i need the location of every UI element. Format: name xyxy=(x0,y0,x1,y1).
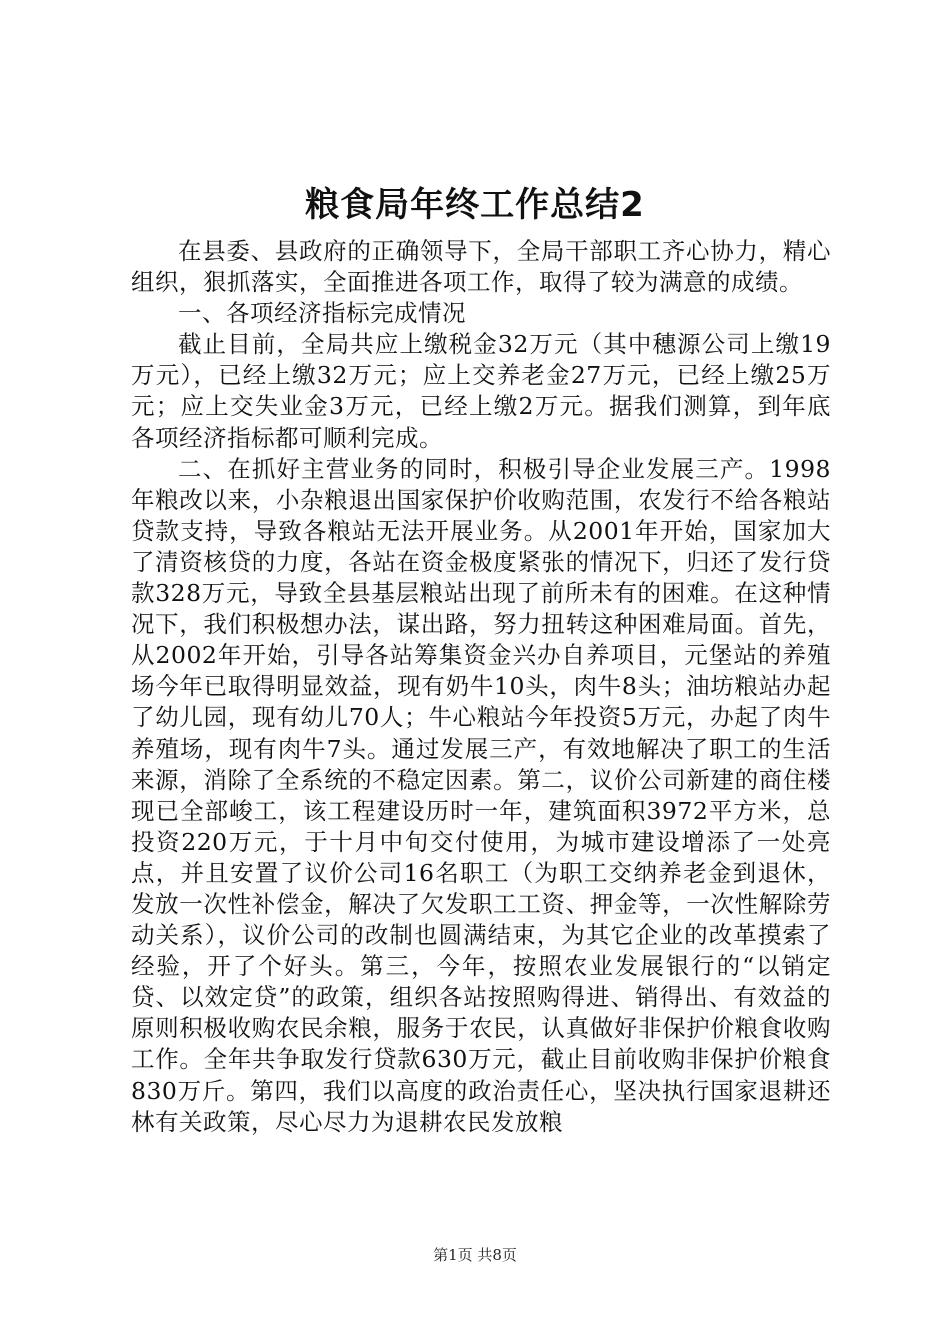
page-footer: 第1页 共8页 xyxy=(433,1246,517,1264)
paragraph-economic-indicators: 截止目前，全局共应上缴税金32万元（其中穗源公司上缴19万元），已经上缴32万元；应上交养老金27万元，已经上缴25万元；应上交失业金3万元，已经上缴2万元。据我们测算，到年底各项经济指标都可顺利完成。 xyxy=(131,330,831,452)
paragraph-section-2: 二、在抓好主营业务的同时，积极引导企业发展三产。1998年粮改以来，小杂粮退出国家保护价收购范围，农发行不给各粮站贷款支持，导致各粮站无法开展业务。从2001年开始，国家加大了清资核贷的力度，各站在资金极度紧张的情况下，归还了发行贷款328万元，导致全县基层粮站出现了前所未有的困难。在这种情况下，我们积极想办法，谋出路，努力扭转这种困难局面。首先，从2002年开始，引导各站筹集资金兴办自养项目，元堡站的养殖场今年已取得明显效益，现有奶牛10头，肉牛8头；油坊粮站办起了幼儿园，现有幼儿70人；牛心粮站今年投资5万元，办起了肉牛养殖场，现有肉牛7头。通过发展三产，有效地解决了职工的生活来源，消除了全系统的不稳定因素。第二，议价公司新建的商住楼现已全部峻工，该工程建设历时一年，建筑面积3972平方米，总投资220万元，于十月中旬交付使用，为城市建设增添了一处亮点，并且安置了议价公司16名职工（为职工交纳养老金到退休，发放一次性补偿金，解决了欠发职工工资、押金等，一次性解除劳动关系），议价公司的改制也圆满结束，为其它企业的改革摸索了经验，开了个好头。第三，今年，按照农业发展银行的“以销定贷、以效定贷”的政策，组织各站按照购得进、销得出、有效益的原则积极收购农民余粮，服务于农民，认真做好非保护价粮食收购工作。全年共争取发行贷款630万元，截止目前收购非保护价粮食830万斤。第四，我们以高度的政治责任心，坚决执行国家退耕还林有关政策，尽心尽力为退耕农民发放粮 xyxy=(131,454,831,1136)
document-title: 粮食局年终工作总结2 xyxy=(305,185,645,225)
paragraph-intro: 在县委、县政府的正确领导下，全局干部职工齐心协力，精心组织，狠抓落实，全面推进各项工作，取得了较为满意的成绩。 xyxy=(131,237,831,297)
document-body xyxy=(131,236,831,1138)
section-heading-1: 一、各项经济指标完成情况 xyxy=(178,299,466,328)
